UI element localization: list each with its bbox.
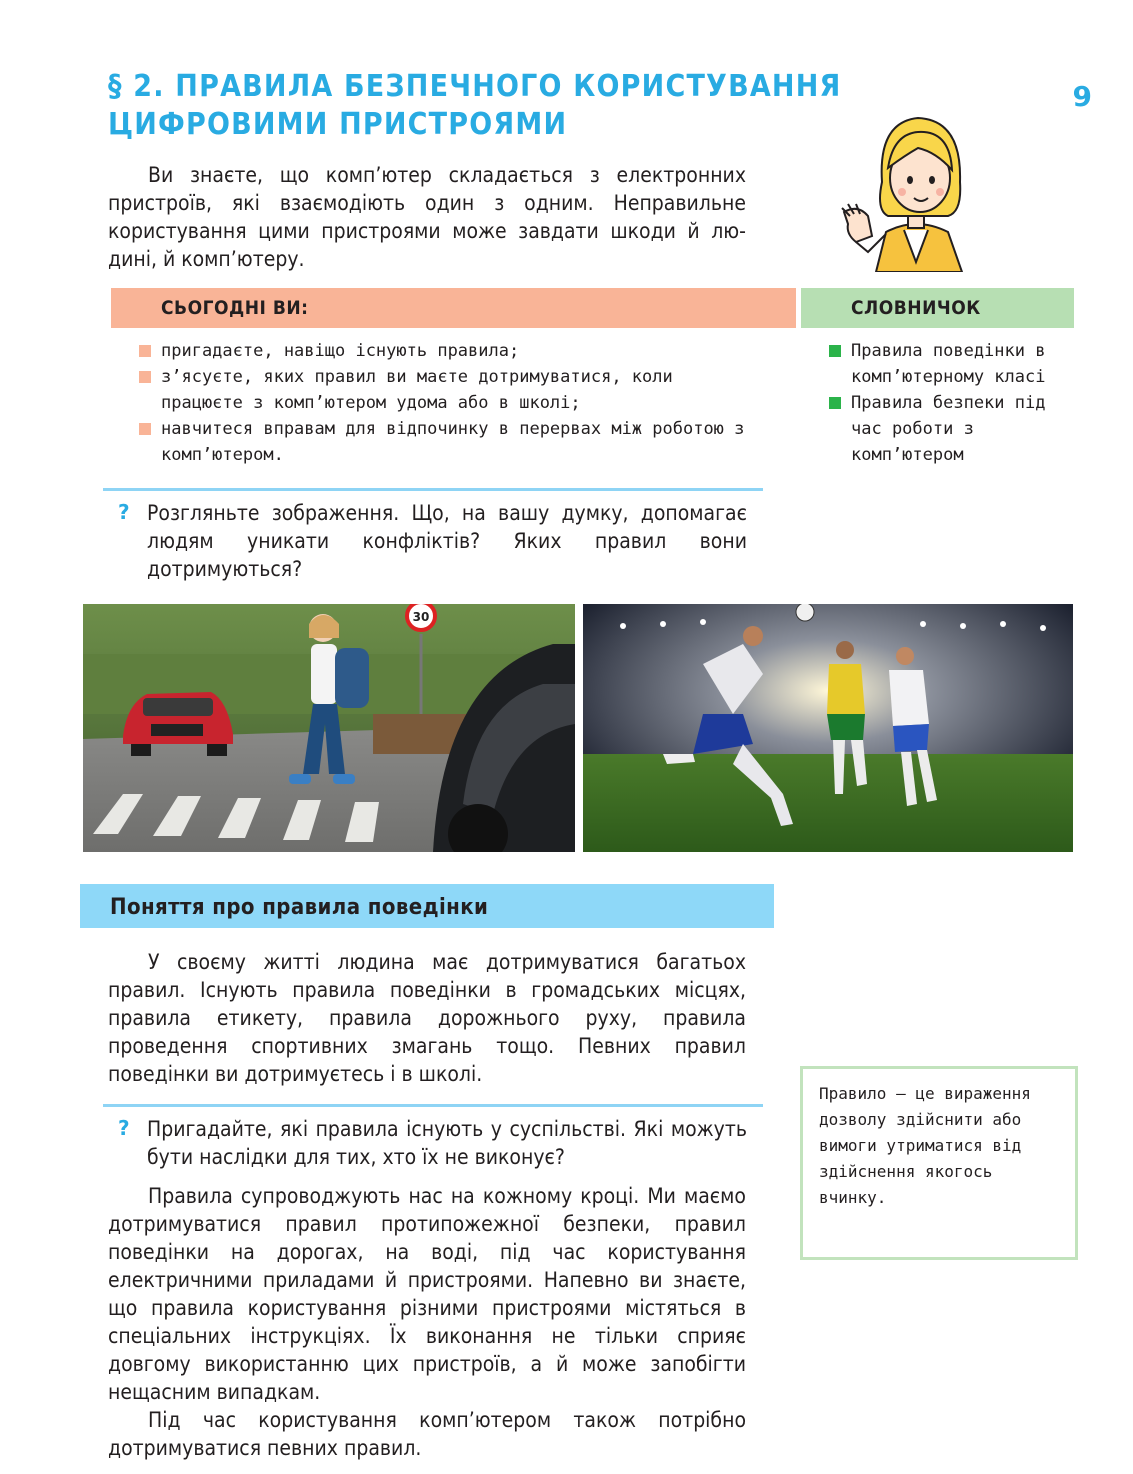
body-paragraph-3: Під час користування комп’ютером також потрібно дотримуватися певних правил. [108,1408,746,1460]
page-title-line-1: § 2. ПРАВИЛА БЕЗПЕЧНОГО КОРИСТУВАННЯ [108,69,842,104]
question-divider [103,488,763,491]
list-item [139,364,759,416]
list-item [139,416,759,468]
list-item [829,390,1069,468]
page-number: 9 [1072,80,1092,113]
speed-sign-label: 30 [412,610,430,624]
question-mark-icon: ? [118,1116,130,1140]
question-mark-icon: ? [118,500,130,524]
question-1-text: Розгляньте зображення. Що, на вашу думку, допомагає людям уникати конфліктів? Яких правил вони дотримуються? [147,501,747,581]
page-title-line-2: ЦИФРОВИМИ ПРИСТРОЯМИ [108,107,568,142]
question-2-text: Пригадайте, які правила існують у суспільстві. Які можуть бути наслідки для тих, хто їх не виконує? [147,1117,747,1169]
list-item-text: навчитеся вправам для відпочинку в перервах між роботою з комп’ютером. [161,419,745,465]
list-item-text: Правила поведінки в комп’ютерному класі [851,341,1046,387]
list-item [829,338,1069,390]
dictionary-list [829,338,1069,468]
list-item-text: пригадаєте, навіщо існують правила; [161,341,520,361]
definition-text: Правило — це вираження дозволу здійснити або вимоги утриматися від здійснення якогось вчинку. [819,1084,1031,1207]
intro-line-4: дині, й комп’ютеру. [108,247,305,271]
list-item-text: з’ясуєте, яких правил ви маєте дотримуватися, коли працюєте з комп’ютером удома або в школі; [161,367,673,413]
today-list [139,338,759,468]
intro-line-3: користування цими пристроями може завдати шкоди й лю- [108,219,746,243]
photo-crosswalk [83,604,575,852]
bullet-square-icon [829,345,841,357]
football-scene-image [583,604,1073,852]
photo-football [583,604,1073,852]
intro-paragraph [108,161,746,273]
intro-line-1: Ви знаєте, що комп’ютер складається з електронних [148,163,746,187]
intro-line-2: пристроїв, які взаємодіють один з одним. Неправильне [108,191,746,215]
bullet-square-icon [829,397,841,409]
page-title [108,68,842,144]
teacher-illustration [838,112,994,272]
bullet-square-icon [139,345,151,357]
today-heading: СЬОГОДНІ ВИ: [111,288,796,328]
body-paragraph-2: Правила супроводжують нас на кожному кроці. Ми маємо дотримуватися правил протипожежної безпеки, правил поведінки на дорогах, на воді, під час користування електричними приладами й пристроями. Напевно ви знаєте, що правила користування різними пристроями містяться в спеціальних інструкціях. Їх виконання не тільки сприяє довгому використанню цих пристроїв, а й може запобігти нещасним випадкам. [108,1184,746,1404]
list-item-text: Правила безпеки під час роботи з комп’ютером [851,393,1046,465]
bullet-square-icon [139,371,151,383]
section-heading: Поняття про правила поведінки [80,884,774,928]
list-item [139,338,759,364]
section-paragraph-1: У своєму житті людина має дотримуватися багатьох правил. Існують правила поведінки в громадських місцях, правила етикету, правила дорожнього руху, правила проведення спортивних змагань тощо. Певних правил поведінки ви дотримуєтесь і в школі. [108,950,746,1086]
question-divider [103,1104,763,1107]
crosswalk-scene-image [83,604,575,852]
bullet-square-icon [139,423,151,435]
definition-box [800,1066,1078,1260]
dictionary-heading: СЛОВНИЧОК [801,288,1074,328]
